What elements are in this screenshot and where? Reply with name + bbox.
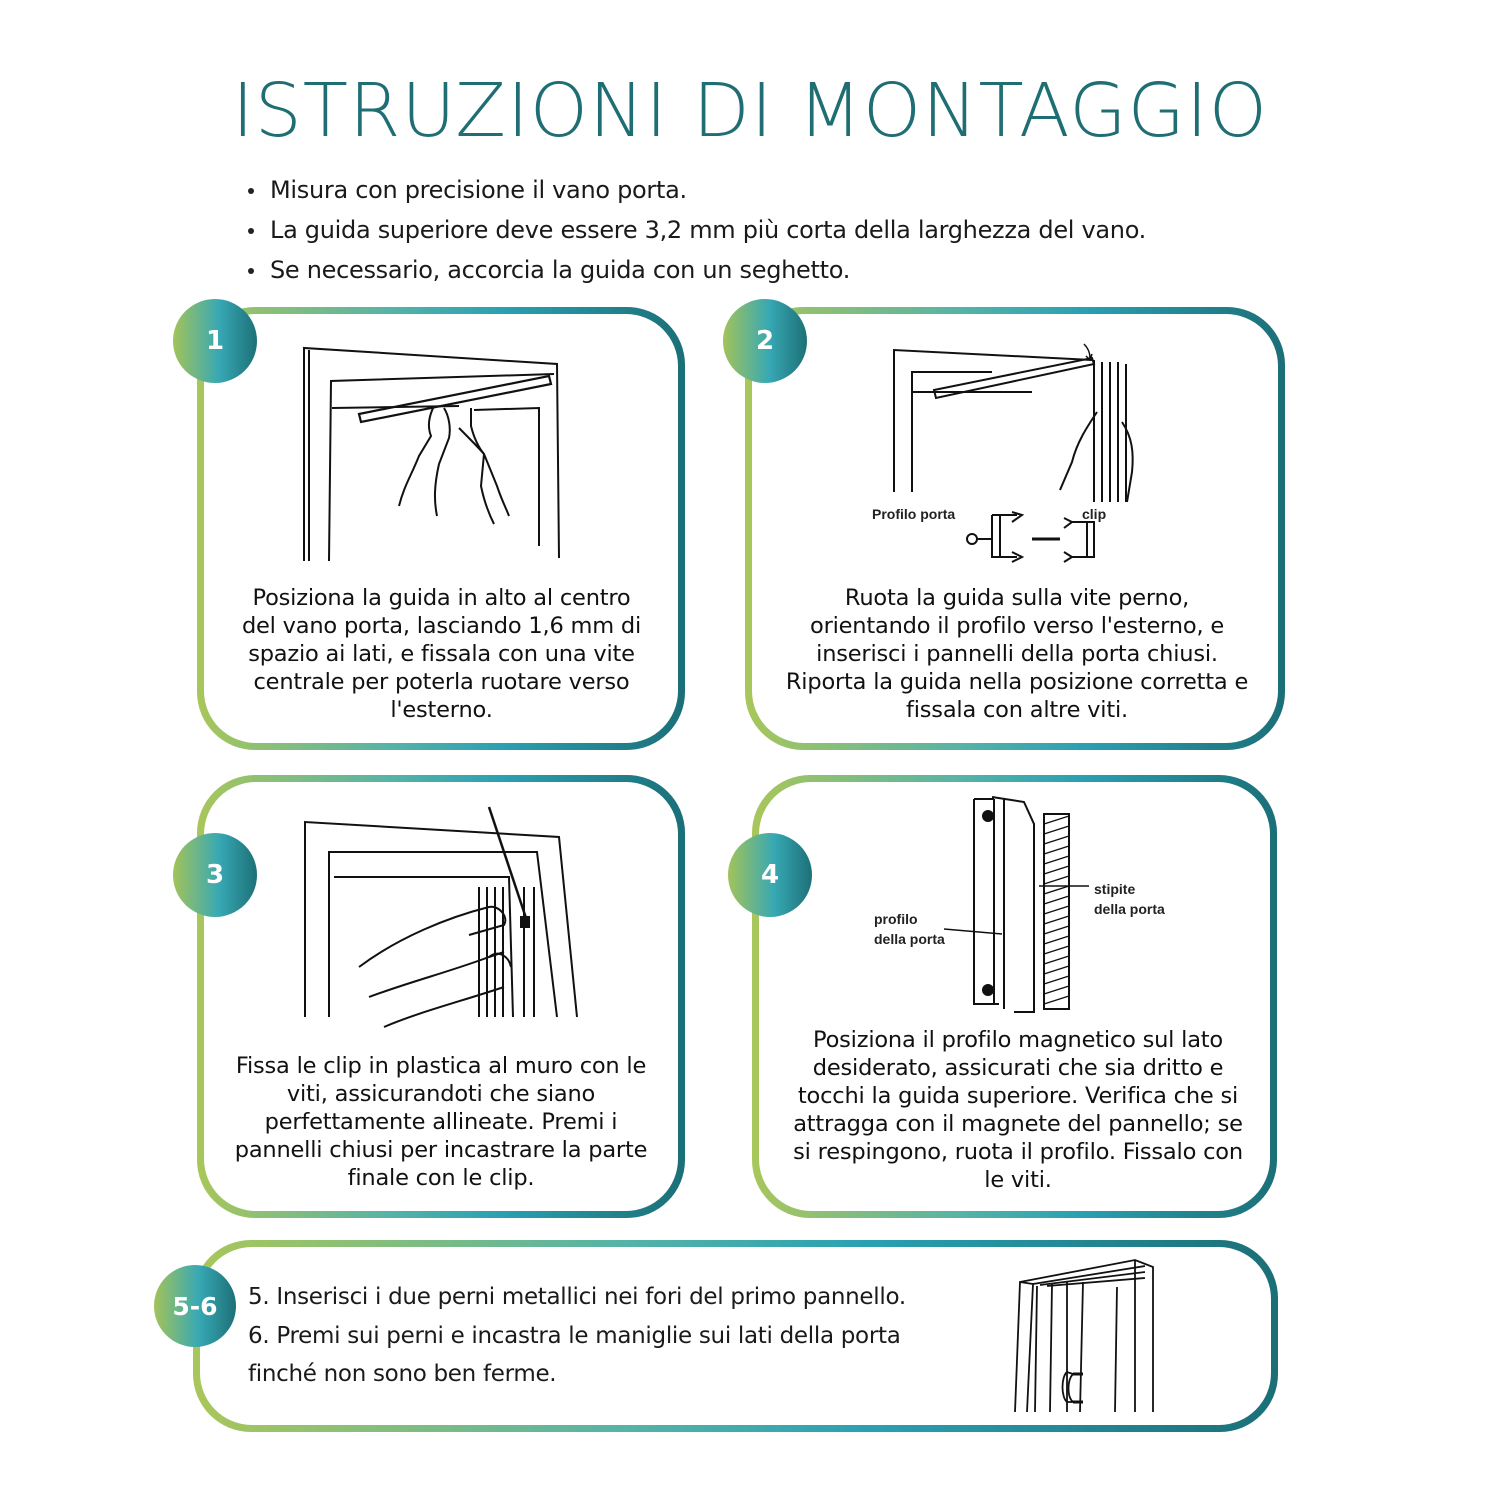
intro-item: Misura con precisione il vano porta.	[245, 170, 1146, 210]
intro-item: Se necessario, accorcia la guida con un seghetto.	[245, 250, 1146, 290]
clip-label: clip	[1082, 506, 1107, 522]
step-card-3	[197, 775, 685, 1218]
step-badge-1: 1	[173, 299, 257, 383]
stipite-label-1: stipite	[1094, 881, 1136, 897]
step-4-description: Posiziona il profilo magnetico sul lato desiderato, assicurati che sia dritto e tocchi la guida superiore. Verifica che si attragga con il magnete del pannello; se si respingono, ruota il profilo. Fissalo con le viti.	[793, 1027, 1243, 1193]
fix-clips-illustration	[299, 807, 589, 1037]
stipite-label-2: della porta	[1094, 901, 1165, 917]
step-6-line-cont: finché non sono ben ferme.	[248, 1361, 557, 1387]
step-card-2	[745, 307, 1285, 750]
step-2-description: Ruota la guida sulla vite perno, orientando il profilo verso l'esterno, e inserisci i pannelli della porta chiusi. Riporta la guida nella posizione corretta e fissala con altre viti.	[785, 585, 1249, 723]
step-1-description: Posiziona la guida in alto al centro del vano porta, lasciando 1,6 mm di spazio ai lati, e fissala con una vite centrale per poterla ruotare verso l'esterno.	[241, 585, 642, 723]
step-badge-4: 4	[728, 833, 812, 917]
steps-5-6-text	[248, 1278, 906, 1394]
step-badge-3: 3	[173, 833, 257, 917]
rotate-rail-illustration	[872, 332, 1152, 572]
step-card-4	[752, 775, 1277, 1218]
profilo-label-2: della porta	[874, 931, 945, 947]
step-6-line: 6. Premi sui perni e incastra le maniglie sui lati della porta	[248, 1322, 901, 1349]
step-badge-2: 2	[723, 299, 807, 383]
step-3-description: Fissa le clip in plastica al muro con le viti, assicurandoti che siano perfettamente allineate. Premi i pannelli chiusi per incastrare la parte finale con le clip.	[234, 1053, 648, 1191]
step-badge-5-6: 5-6	[154, 1265, 236, 1347]
intro-list	[245, 170, 1146, 290]
folding-door-handle-illustration	[1005, 1252, 1165, 1422]
page-title: ISTRUZIONI DI MONTAGGIO	[231, 68, 1269, 154]
intro-item: La guida superiore deve essere 3,2 mm più corta della larghezza del vano.	[245, 210, 1146, 250]
profilo-label-1: profilo	[874, 911, 918, 927]
door-frame-rail-illustration	[299, 336, 579, 566]
profilo-porta-label: Profilo porta	[872, 506, 956, 522]
step-card-1	[197, 307, 685, 750]
step-5-line: 5. Inserisci i due perni metallici nei fori del primo pannello.	[248, 1284, 906, 1310]
magnetic-profile-illustration	[864, 794, 1194, 1014]
